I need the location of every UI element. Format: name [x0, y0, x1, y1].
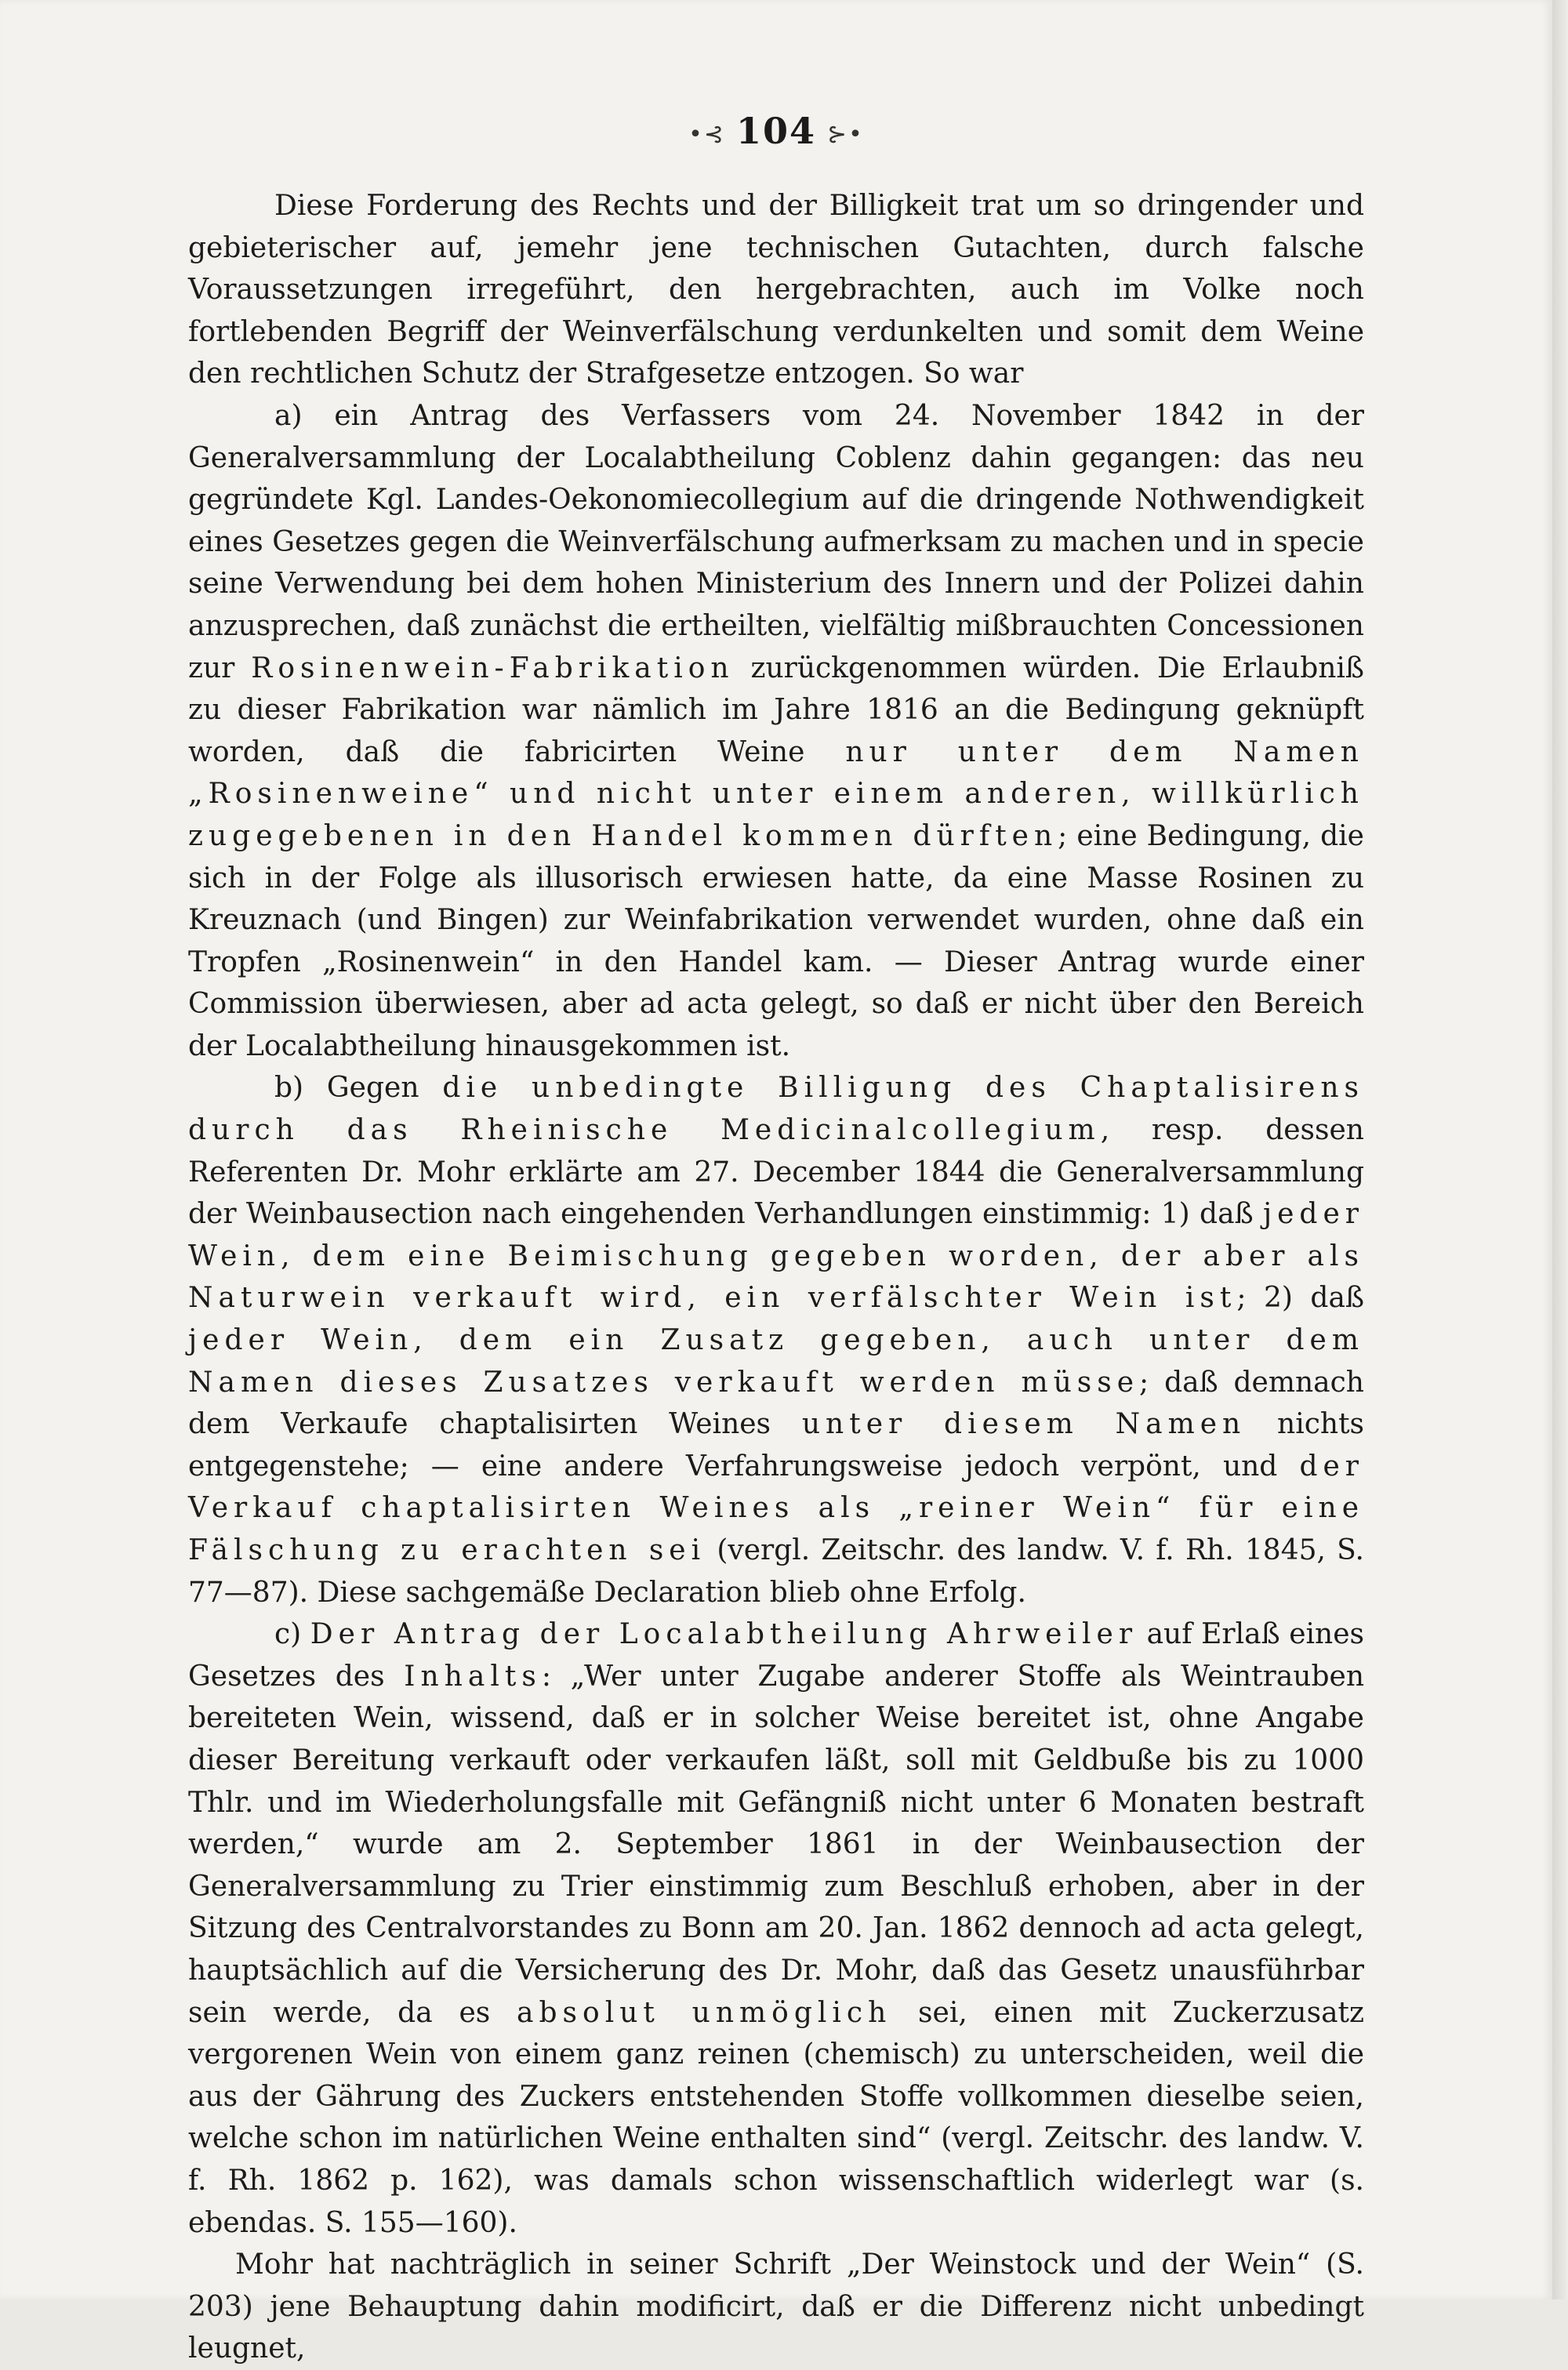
paragraph-a-text-1: a) ein Antrag des Verfassers vom 24. November 1842 in der Generalversammlung der Localabtheilung Coblenz dahin gegangen: das neu gegründete Kgl. Landes-Oekonomiecollegium auf die dringende Nothwendigkeit eines Gesetzes gegen die Weinverfälschung aufmerksam zu machen und in specie seine Verwendung bei dem hohen Ministerium des Innern und der Polizei dahin anzusprechen, daß zunächst die ertheilten, vielfältig mißbrauchten Concessionen zur [188, 399, 1364, 684]
ornament-right-icon: ⊱• [827, 120, 864, 148]
page-edge [1552, 0, 1568, 2299]
paragraph-b-emphasis-1: die unbedingte Billigung des Chaptalisirens durch das Rheinische Medicinalcollegium [188, 1072, 1364, 1147]
paragraph-a-emphasis-2: nur unter dem Namen „Rosinenweine“ und nicht unter einem anderen, willkürlich zugegebenen in den Handel kommen dürften [188, 735, 1364, 852]
page-header [0, 110, 1552, 152]
intro-text: Diese Forderung des Rechts und der Billigkeit trat um so dringender und gebieterischer auf, jemehr jene technischen Gutachten, durch falsche Voraussetzungen irregeführt, den hergebrachten, auch im Volke noch fortlebenden Begriff der Weinverfälschung verdunkelten und somit dem Weine den rechtlichen Schutz der Strafgesetze entzogen. So war [188, 190, 1364, 390]
paragraph-c-text-1: c) [274, 1618, 310, 1651]
paragraph-b-emphasis-4: unter diesem Namen [801, 1408, 1247, 1441]
paragraph-b [188, 1067, 1364, 1613]
paragraph-b-emphasis-3: jeder Wein, dem ein Zusatz gegeben, auch unter dem Namen dieses Zusatzes verkauft werden müsse [188, 1324, 1364, 1399]
page-body [188, 185, 1364, 2370]
paragraph-b-text-1: b) Gegen [274, 1072, 443, 1105]
paragraph-a-text-3: ; eine Bedingung, die sich in der Folge als illusorisch erwiesen hatte, da eine Masse Rosinen zu Kreuznach (und Bingen) zur Weinfabrikation verwendet wurden, ohne daß ein Tropfen „Rosinenwein“ in den Handel kam. — Dieser Antrag wurde einer Commission überwiesen, aber ad acta gelegt, so daß er nicht über den Bereich der Localabtheilung hinausgekommen ist. [188, 819, 1364, 1062]
page-number: 104 [735, 110, 817, 152]
paragraph-a-emphasis-1: Rosinenwein-Fabrikation [251, 651, 735, 684]
closing-paragraph [188, 2244, 1364, 2370]
closing-text: Mohr hat nachträglich in seiner Schrift „Der Weinstock und der Wein“ (S. 203) jene Behauptung dahin modificirt, daß er die Differenz nicht unbedingt leugnet, [188, 2248, 1364, 2365]
intro-paragraph [188, 185, 1364, 395]
paragraph-b-text-3: ; 2) daß [1236, 1282, 1364, 1315]
paragraph-c-text-4: sei, einen mit Zuckerzusatz vergorenen Wein von einem ganz reinen (chemisch) zu unterscheiden, weil die aus der Gährung des Zuckers entstehenden Stoffe vollkommen dieselbe seien, welche schon im natürlichen Weine enthalten sind“ (vergl. Zeitschr. des landw. V. f. Rh. 1862 p. 162), was damals schon wissenschaftlich widerlegt war (s. ebendas. S. 155—160). [188, 1996, 1364, 2239]
paragraph-b-emphasis-2: jeder Wein, dem eine Beimischung gegeben worden, der aber als Naturwein verkauft wird, ein verfälschter Wein ist [188, 1198, 1364, 1315]
paragraph-b-text-5: nichts entgegenstehe; — eine andere Verfahrungsweise jedoch verpönt, und [188, 1408, 1365, 1483]
paragraph-c-text-2: auf Erlaß eines Gesetzes des [188, 1618, 1364, 1693]
paragraph-a-text-2: zurückgenommen würden. Die Erlaubniß zu dieser Fabrikation war nämlich im Jahre 1816 an die Bedingung geknüpft worden, daß die fabricirten Weine [188, 651, 1364, 768]
paragraph-c-emphasis-2: Inhalts [404, 1660, 542, 1693]
paragraph-a [188, 395, 1364, 1068]
paragraph-c [188, 1613, 1364, 2244]
paragraph-b-text-2: , resp. dessen Referenten Dr. Mohr erklärte am 27. December 1844 die Generalversammlung der Weinbausection nach eingehenden Verhandlungen einstimmig: 1) daß [188, 1114, 1364, 1231]
paragraph-c-emphasis-3: absolut unmöglich [517, 1996, 892, 2029]
paragraph-b-text-6: (vergl. Zeitschr. des landw. V. f. Rh. 1845, S. 77—87). Diese sachgemäße Declaration blieb ohne Erfolg. [188, 1534, 1364, 1609]
paragraph-c-text-3: : „Wer unter Zugabe anderer Stoffe als Weintrauben bereiteten Wein, wissend, daß er in solcher Weise bereitet ist, ohne Angabe dieser Bereitung verkauft oder verkaufen läßt, soll mit Geldbuße bis zu 1000 Thlr. und im Wiederholungsfalle mit Gefängniß nicht unter 6 Monaten bestraft werden,“ wurde am 2. September 1861 in der Weinbausection der Generalversammlung zu Trier einstimmig zum Beschluß erhoben, aber in der Sitzung des Centralvorstandes zu Bonn am 20. Jan. 1862 dennoch ad acta gelegt, hauptsächlich auf die Versicherung des Dr. Mohr, daß das Gesetz unausführbar sein werde, da es [188, 1660, 1365, 2029]
paragraph-b-emphasis-5: der Verkauf chaptalisirten Weines als „reiner Wein“ für eine Fälschung zu erachten sei [188, 1450, 1364, 1566]
paragraph-b-text-4: ; daß demnach dem Verkaufe chaptalisirten Weines [188, 1366, 1364, 1441]
paragraph-c-emphasis-1: Der Antrag der Localabtheilung Ahrweiler [310, 1618, 1138, 1651]
ornament-left-icon: •⊰ [688, 120, 725, 148]
